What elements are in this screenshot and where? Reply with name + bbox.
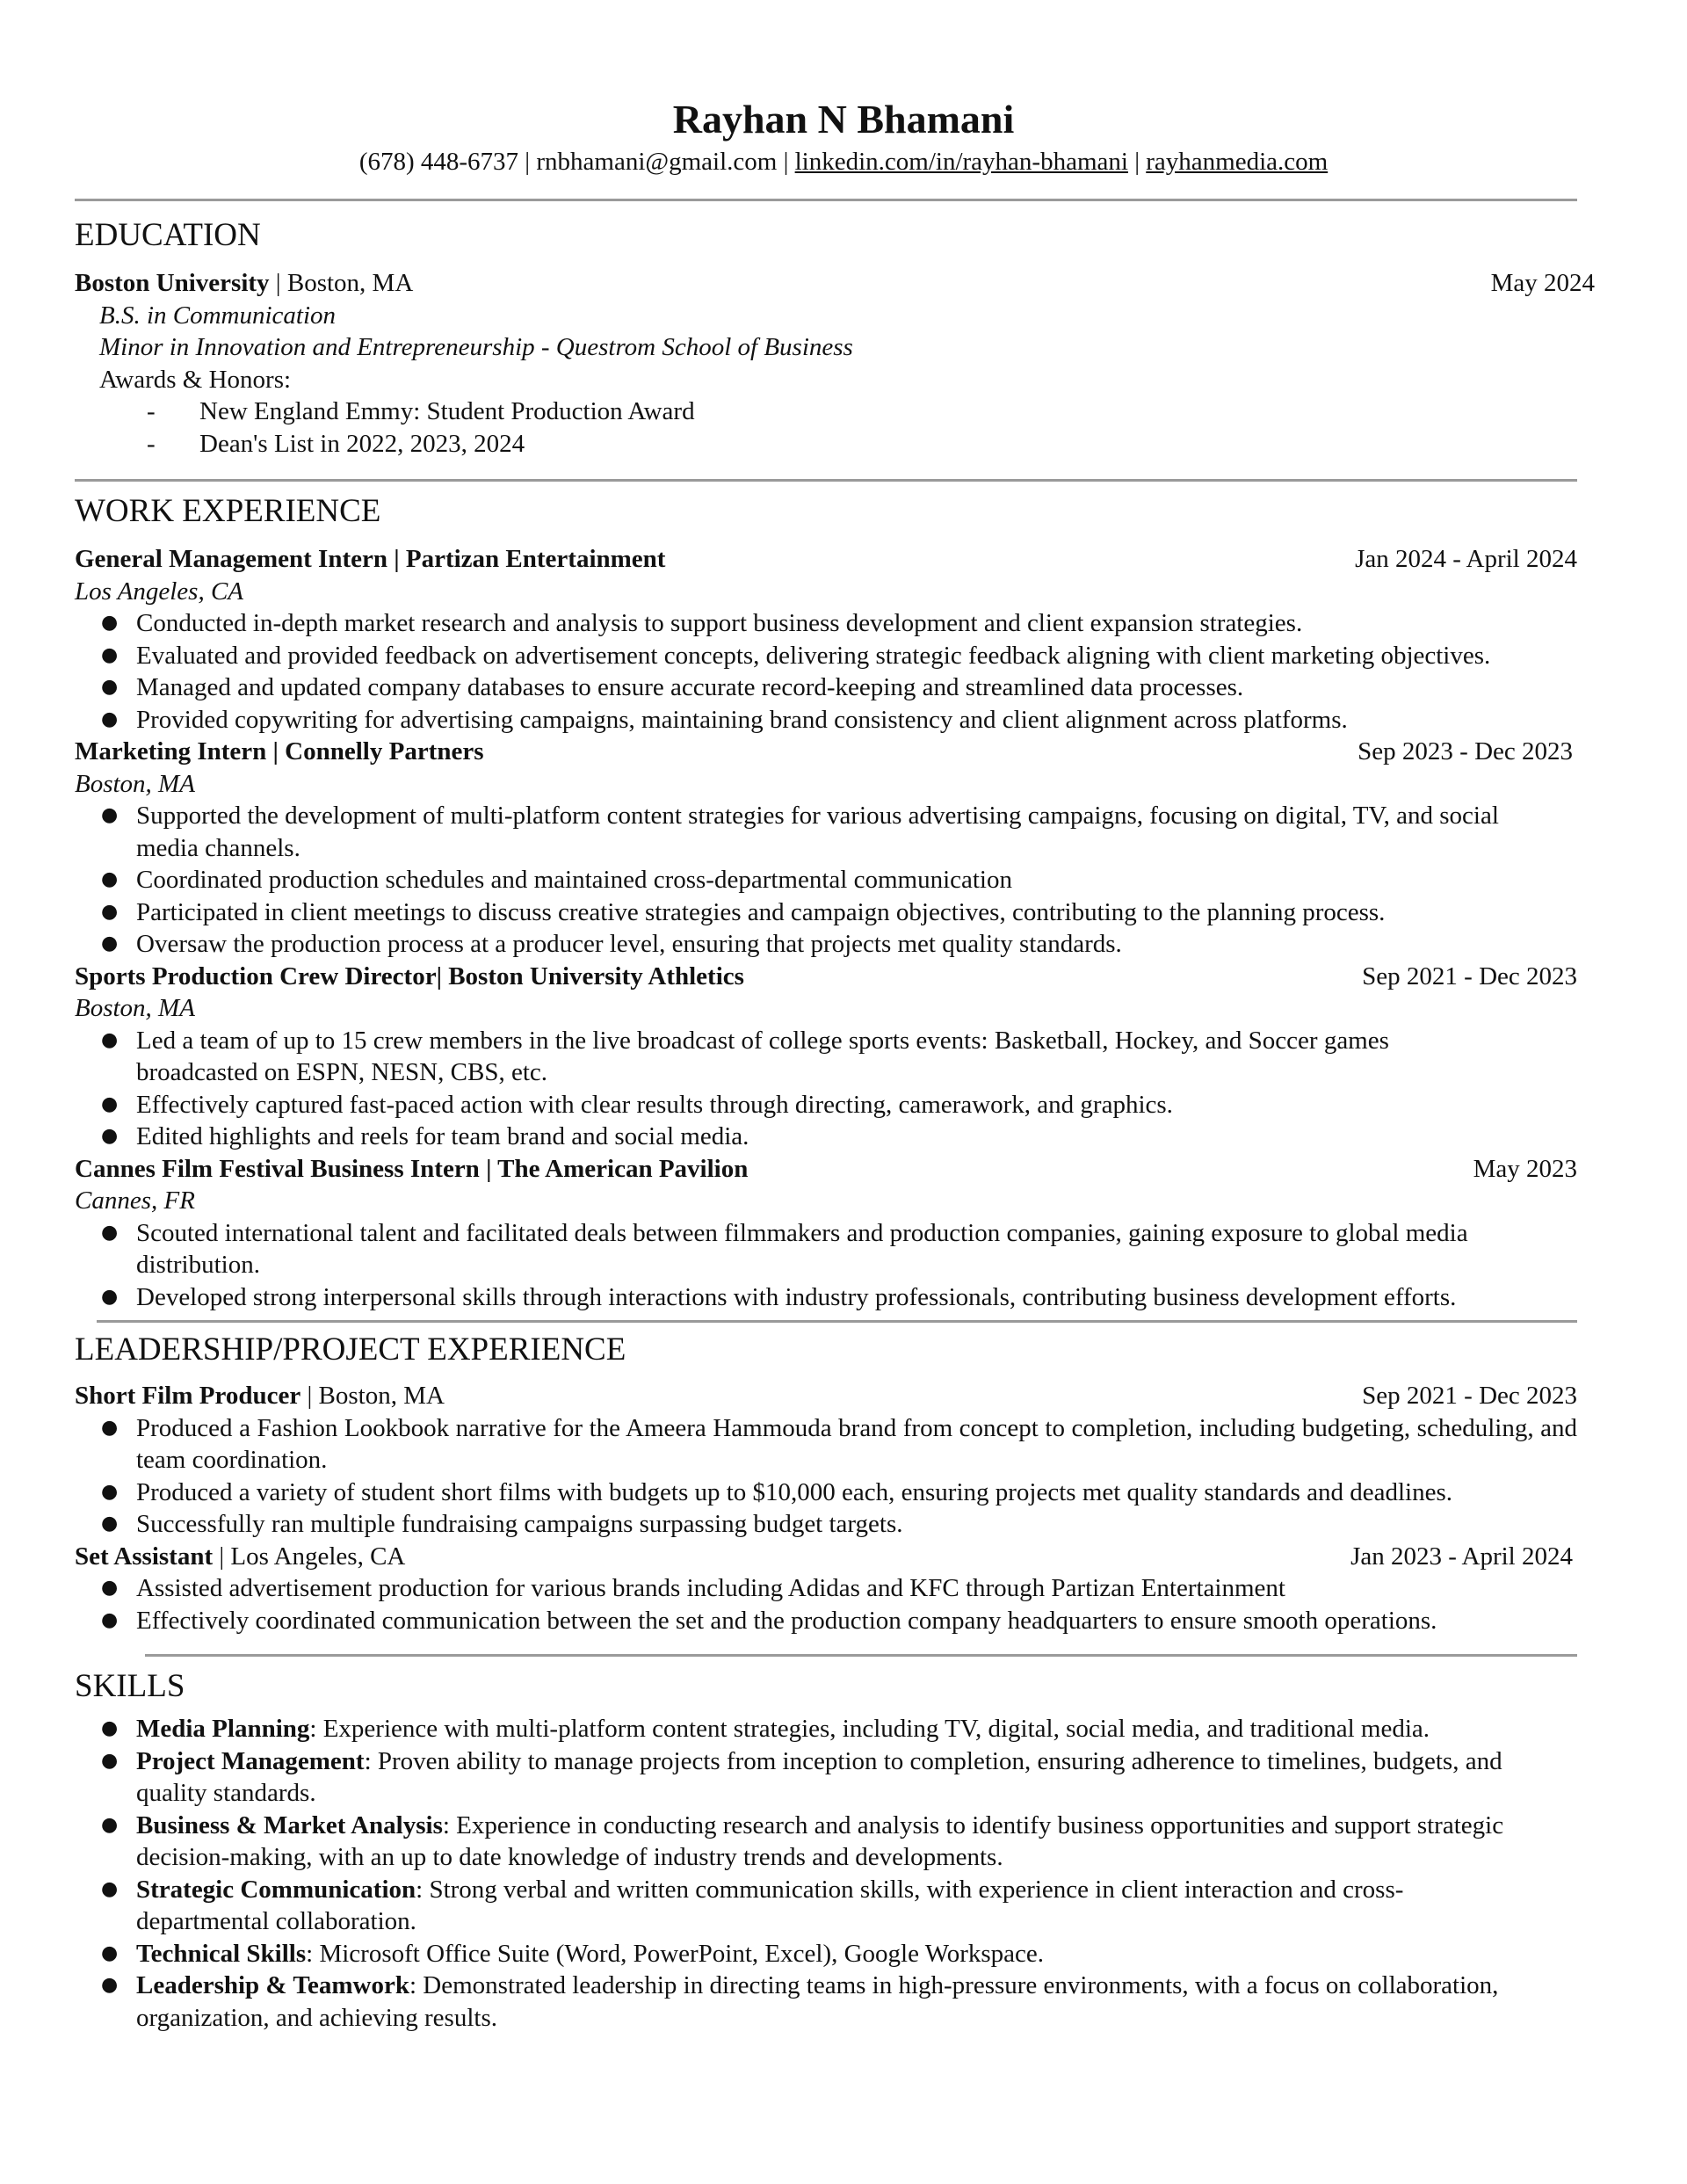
separator: | [777,148,795,176]
linkedin-link[interactable]: linkedin.com/in/rayhan-bhamani [794,148,1128,176]
job-title: Sports Production Crew Director| Boston University Athletics [75,961,744,990]
section-title: EDUCATION [75,217,261,253]
job-bullets [75,607,1614,736]
job-location: Boston, MA [75,994,195,1022]
contact-line [0,144,1687,179]
job-header [75,543,1577,576]
list-item: ● Evaluated and provided feedback on advertisement concepts, delivering strategic feedback aligning with client marketing objectives. [75,640,1614,672]
education-section [75,214,1595,460]
project-bullets [75,1572,1577,1636]
separator: | [518,148,537,176]
degree: B.S. in Communication [99,301,337,330]
skill-item [75,1810,1568,1874]
resume-header [0,95,1687,179]
list-item: ● Developed strong interpersonal skills through interactions with industry professionals, contributing business development efforts. [75,1281,1586,1314]
skill-text: : Experience in conducting research and analysis to identify business opportunities and support strategic decision-making, with an up to date knowledge of industry trends and developments. [136,1810,1504,1871]
project-header [75,1541,1573,1573]
skills-section [75,1665,1577,2034]
list-item: ● Coordinated production schedules and maintained cross-departmental communication [75,864,1560,896]
list-item: ● Produced a Fashion Lookbook narrative for the Ameera Hammouda brand from concept to completion, including budgeting, scheduling, and team coordination. [75,1412,1577,1477]
section-title: WORK EXPERIENCE [75,493,381,529]
list-item: ● Assisted advertisement production for various brands including Adidas and KFC through Partizan Entertainment [75,1572,1577,1605]
job-location: Cannes, FR [75,1186,195,1215]
job-date: Jan 2024 - April 2024 [1355,545,1577,573]
school-location: | Boston, MA [269,269,414,297]
project-bullets [75,1412,1577,1541]
job-title: General Management Intern | Partizan Entertainment [75,545,666,573]
skill-item [75,1745,1568,1810]
minor: Minor in Innovation and Entrepreneurship - Questrom School of Business [99,333,853,361]
list-item: - Dean's List in 2022, 2023, 2024 [75,428,1595,461]
skill-text: : Experience with multi-platform content strategies, including TV, digital, social media, and traditional media. [309,1715,1430,1743]
skill-text: : Microsoft Office Suite (Word, PowerPoint, Excel), Google Workspace. [306,1939,1045,1968]
job-bullets [75,1217,1586,1314]
school-name: Boston University [75,269,270,297]
job-header [75,961,1577,993]
project-location: | Los Angeles, CA [213,1542,406,1571]
skill-item [75,1713,1568,1745]
skill-text: : Strong verbal and written communication skills, with experience in client interaction and cross-departmental collaboration. [136,1875,1404,1935]
candidate-name: Rayhan N Bhamani [672,97,1015,141]
phone-number: (678) 448-6737 [358,148,519,176]
list-item: - New England Emmy: Student Production Award [75,395,1595,428]
skill-label: Media Planning [136,1715,310,1743]
separator: | [1127,148,1147,176]
job-location: Boston, MA [75,769,195,798]
list-item: ● Managed and updated company databases to ensure accurate record-keeping and streamlined data processes. [75,671,1614,704]
work-section [75,490,1614,1313]
skill-label: Business & Market Analysis [136,1810,443,1839]
section-title: LEADERSHIP/PROJECT EXPERIENCE [75,1331,626,1368]
skill-label: Technical Skills [136,1939,307,1968]
job-header [75,1153,1577,1186]
job-date: Sep 2021 - Dec 2023 [1362,961,1577,990]
skills-list [75,1713,1568,2034]
job-date: Sep 2023 - Dec 2023 [1358,737,1573,765]
skill-text: : Proven ability to manage projects from inception to completion, ensuring adherence to timelines, budgets, and quality standards. [136,1746,1502,1807]
list-item: ● Scouted international talent and facilitated deals between filmmakers and production companies, gaining exposure to global media distribution. [75,1217,1586,1281]
project-title: Short Film Producer [75,1382,301,1410]
list-item: ● Effectively coordinated communication between the set and the production company headquarters to ensure smooth operations. [75,1605,1577,1637]
list-item: ● Successfully ran multiple fundraising campaigns surpassing budget targets. [75,1508,1577,1541]
job-bullets [75,800,1560,961]
divider [145,1654,1577,1657]
skill-text: : Demonstrated leadership in directing teams in high-pressure environments, with a focus on collaboration, organization, and achieving results. [136,1971,1499,2032]
list-item: ● Oversaw the production process at a producer level, ensuring that projects met quality standards. [75,928,1560,961]
job-date: May 2023 [1473,1154,1577,1183]
email-address: rnbhamani@gmail.com [536,148,778,176]
project-date: Sep 2021 - Dec 2023 [1362,1382,1577,1410]
list-item: ● Participated in client meetings to discuss creative strategies and campaign objectives, contributing to the planning process. [75,896,1560,929]
list-item: ● Provided copywriting for advertising campaigns, maintaining brand consistency and client alignment across platforms. [75,704,1614,736]
section-title: SKILLS [75,1668,185,1704]
skill-item [75,1938,1568,1970]
skill-item [75,1874,1568,1938]
project-header [75,1380,1577,1412]
list-item: ● Effectively captured fast-paced action with clear results through directing, camerawork, and graphics. [75,1089,1516,1121]
divider [75,199,1577,201]
awards-list [75,395,1595,460]
skill-label: Project Management [136,1746,365,1775]
leadership-section [75,1329,1577,1636]
list-item: ● Edited highlights and reels for team brand and social media. [75,1121,1516,1153]
project-title: Set Assistant [75,1542,214,1571]
list-item: ● Conducted in-depth market research and analysis to support business development and client expansion strategies. [75,607,1614,640]
job-location: Los Angeles, CA [75,577,243,606]
project-location: | Boston, MA [300,1382,445,1410]
job-header [75,736,1573,768]
awards-label: Awards & Honors: [99,365,292,394]
divider [97,1320,1577,1323]
project-date: Jan 2023 - April 2024 [1350,1542,1573,1571]
job-title: Marketing Intern | Connelly Partners [75,737,484,765]
list-item: ● Supported the development of multi-platform content strategies for various advertising campaigns, focusing on digital, TV, and social media channels. [75,800,1560,864]
list-item: ● Produced a variety of student short films with budgets up to $10,000 each, ensuring projects met quality standards and deadlines. [75,1477,1577,1509]
skill-label: Strategic Communication [136,1875,416,1904]
job-bullets [75,1025,1516,1153]
list-item: ● Led a team of up to 15 crew members in the live broadcast of college sports events: Basketball, Hockey, and Soccer games broadcasted on ESPN, NESN, CBS, etc. [75,1025,1516,1089]
website-link[interactable]: rayhanmedia.com [1146,148,1329,176]
skill-item [75,1970,1568,2034]
skill-label: Leadership & Teamwork [136,1971,409,1999]
job-title: Cannes Film Festival Business Intern | The American Pavilion [75,1154,749,1183]
education-row [75,267,1595,300]
divider [75,479,1577,482]
education-date: May 2024 [1490,269,1595,297]
